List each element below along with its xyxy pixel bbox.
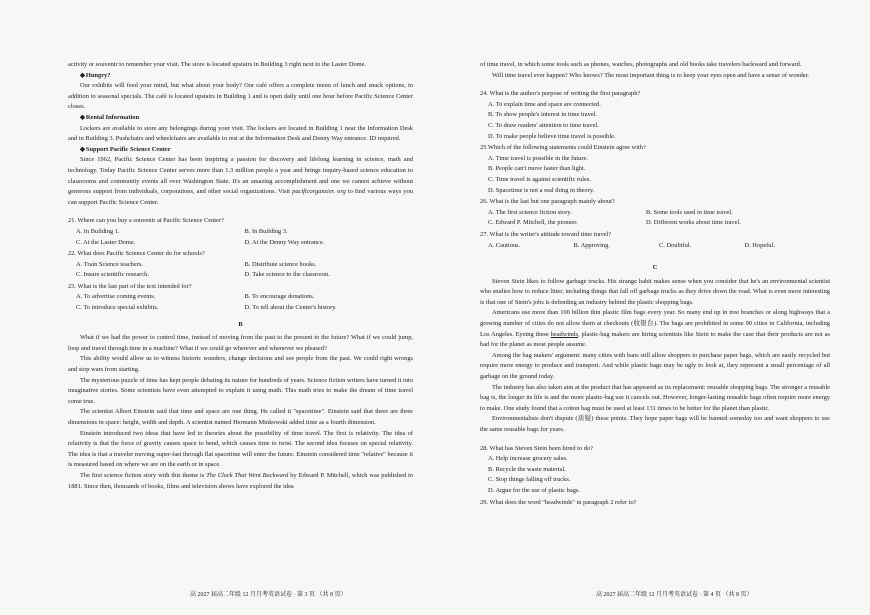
option: C. At the Laster Dome. bbox=[76, 238, 136, 246]
question-21: 21. Where can you buy a souvenir at Pacific Science Center? bbox=[68, 217, 224, 225]
option: B. Recycle the waste material. bbox=[488, 465, 566, 473]
paragraph: Environmentalists don't dispute (质疑) these points. They hope paper bags will be banned someday too and want shoppers to use the same reusable bags for years. bbox=[480, 415, 830, 433]
question-26: 26. What is the last but one paragraph mainly about? bbox=[480, 198, 615, 206]
paragraph bbox=[68, 471, 413, 492]
option: D. Different works about time travel. bbox=[646, 219, 741, 227]
question-27: 27. What is the writer's attitude toward time travel? bbox=[480, 230, 612, 238]
paragraph: What if we had the power to control time, instead of moving from the past to the present to the future? What if we could jump, loop and travel through time in a machine? What if we could go wherever and whenever we pleased? bbox=[68, 334, 413, 352]
section-c-title: C bbox=[652, 264, 658, 272]
question-25: 25 Which of the following statements could Einstein agree with? bbox=[480, 144, 646, 152]
paragraph: activity or souvenir to remember your visit. The store is located upstairs in Building 3 right next to the Laster Dome. bbox=[68, 61, 367, 68]
option: A. In Building 1. bbox=[76, 227, 120, 235]
section-heading-support: ◆ Support Pacific Science Center bbox=[68, 145, 413, 156]
section-heading-rental: ◆ Rental Information bbox=[68, 113, 413, 124]
text: , plastic-bag makers are hiring scientists like Stein to make the case that their products are not as bad for the planet as most people assume. bbox=[480, 330, 830, 349]
text: Americans use more than 100 billion thin plastic film bags every year. So many end up in tree branches or along highways that a growing number of cities do not allow them at checkouts (收银台). The bags are prohibited in some 90 cities in California, including Los Angeles. Eyeing these bbox=[480, 309, 830, 338]
paragraph: Will time travel ever happen? Who knows? The most important thing is to keep your eyes open and have a sense of wonder. bbox=[492, 71, 809, 79]
option: B. In Building 3. bbox=[244, 227, 288, 235]
text: by Edward P. Mitchell, which was published in 1881. Since then, thousands of books, films and television shows have explored the idea bbox=[68, 471, 413, 490]
option: C. Insure scientific research. bbox=[76, 271, 149, 279]
option: D. Hopeful. bbox=[744, 241, 775, 249]
option: A. Time travel is possible in the future. bbox=[488, 154, 588, 162]
question-24: 24. What is the author's purpose of writing the first paragraph? bbox=[480, 90, 641, 98]
page-footer-left: 高 2027 届高二年级 12 月月考英语试卷 · 第 3 页 （共 8 页） bbox=[190, 592, 347, 598]
option: B. Approving. bbox=[573, 241, 610, 249]
question-22: 22. What does Pacific Science Center do for schools? bbox=[68, 250, 205, 258]
question-27-options bbox=[480, 241, 830, 252]
text: The first science fiction story with this theme is bbox=[80, 471, 207, 479]
option: B. To show people's interest in time travel. bbox=[488, 111, 598, 119]
paragraph: of time travel, in which some tools such as phones, watches, photographs and old books take travelers backward and forward. bbox=[480, 61, 802, 68]
option: C. To introduce special exhibits. bbox=[76, 304, 159, 312]
book-title: The Clock That Went Backward bbox=[206, 471, 289, 479]
paragraph: The mysterious puzzle of time has kept people debating its nature for hundreds of years. Science fiction writers have turned it into imaginative stories. Some scientists have even attempted to explain it using math. This math tries to make the dream of time travel come true. bbox=[68, 376, 413, 405]
option: D. Argue for the use of plastic bags. bbox=[488, 486, 580, 494]
page-3-column bbox=[68, 60, 413, 492]
question-29: 29. What does the word "headwinds" in paragraph 2 refer to? bbox=[480, 498, 637, 506]
section-heading-hungry: ◆ Hungry? bbox=[68, 71, 413, 82]
option: C. To draw readers' attention to time travel. bbox=[488, 121, 599, 129]
option: C. Edward P. Mitchell, the pioneer. bbox=[488, 219, 578, 227]
page-footer-right: 高 2027 届高二年级 12 月月考英语试卷 · 第 4 页 （共 8 页） bbox=[596, 592, 753, 598]
text: to find various ways you can support Pacific Science Center. bbox=[68, 188, 413, 206]
paragraph: Lockers are available to store any belongings during your visit. The lockers are located in Building 1 near the Information Desk and in Building 3. Pushchairs and wheelchairs are available to rest at the Information Desk and Denny Way entrance. ID required. bbox=[68, 124, 413, 143]
paragraph bbox=[68, 155, 413, 208]
option: A. The first science fiction story. bbox=[488, 208, 572, 216]
paragraph: Our exhibits will feed your mind, but what about your body? Our café offers a complete menu of lunch and snack options, in addition to seasonal specials. The café is located upstairs in Building 1 and is open daily until one hour before Pacific Science Center closes. bbox=[68, 82, 413, 111]
question-28: 28. What has Steven Stein been hired to do? bbox=[480, 444, 593, 452]
option: A. To advertise coming events. bbox=[76, 293, 156, 301]
question-23: 23. What is the last part of the text intended for? bbox=[68, 282, 192, 290]
option: D. Spacetime is not a real thing in theory. bbox=[488, 186, 595, 194]
paragraph: The scientist Albert Einstein said that time and space are one thing. He called it "spacetime". Einstein said that there are three dimensions in space: height, width and depth. A scientist named Hermann Minkowski added time as a fourth dimension. bbox=[68, 408, 413, 426]
option: C. Doubtful. bbox=[659, 241, 692, 249]
option: D. To make people believe time travel is possible. bbox=[488, 132, 616, 140]
paragraph: Einstein introduced two ideas that have led to theories about the possibility of time travel. The first is relativity. The idea of relativity is that the force of gravity causes space to bend, which causes time to twist. The second idea focuses on special relativity. The idea is that a traveler moving super-fast through flat spacetime will enter the future. Einstein considered time "relative" because it is measured based on where we are on the earth or in space. bbox=[68, 429, 413, 469]
option: B. Distribute science books. bbox=[244, 260, 317, 268]
option: A. Cautious. bbox=[488, 241, 521, 249]
option: A. Help increase grocery sales. bbox=[488, 455, 568, 463]
question-23-options bbox=[68, 292, 413, 313]
page-4-column bbox=[480, 60, 830, 508]
option: B. People can't move faster than light. bbox=[488, 165, 586, 173]
option: A. Train Science teachers. bbox=[76, 260, 143, 268]
option: D. To tell about the Center's history. bbox=[244, 304, 337, 312]
paragraph: The industry has also taken aim at the product that has appeared as its replacement: reusable shopping bags. The stronger a reusable bag is, the longer its life is and the more plastic-bag use it cancels out. However, longer-lasting reusable bags often require more energy to make. One study found that a cotton bag must be used at least 131 times to be better for the planet than plastic. bbox=[480, 383, 830, 412]
paragraph: This ability would allow us to witness historic wonders, change decisions and see people from the past. We could right wrongs and stop wars from starting. bbox=[68, 355, 413, 374]
paragraph bbox=[480, 308, 830, 350]
option: B. To encourage donations. bbox=[244, 293, 315, 301]
question-22-options bbox=[68, 260, 413, 281]
option: A. To explain time and space are connected. bbox=[488, 100, 601, 108]
paragraph: Steven Stein likes to follow garbage trucks. His strange habit makes sense when you consider that he's an environmental scientist who studies how to reduce litter, including things that fall off garbage trucks as they drive down the road. What is even more interesting is that one of Stein's jobs is defending an industry behind the plastic shopping bags. bbox=[480, 277, 830, 306]
option: D. At the Denny Way entrance. bbox=[244, 238, 325, 246]
paragraph: Among the bag makers' argument: many cities with bans still allow shoppers to purchase paper bags, which are easily recycled but require more energy to produce and transport. And while plastic bags may be ugly to look at, they represent a small percentage of all garbage on the ground today. bbox=[480, 351, 830, 381]
question-21-options bbox=[68, 227, 413, 248]
text: Since 1962, Pacific Science Center has been inspiring a passion for discovery and lifelong learning in science, math and technology. Today Pacific Science Center serves more than 1.3 million people a year and brings inquiry-based science education to classrooms and community events all over Washington State. It's an amazing accomplishment and one we cannot achieve without generous support from individuals, corporations, and other social organizations. Visit bbox=[68, 156, 413, 196]
option: C. Stop things falling off trucks. bbox=[488, 476, 571, 484]
option: C. Time travel is against scientific rules. bbox=[488, 175, 591, 183]
option: D. Take science to the classroom. bbox=[244, 271, 331, 279]
question-26-options bbox=[480, 208, 830, 229]
underlined-word: headwinds bbox=[550, 330, 578, 338]
website-text: pacificorganzier. org bbox=[292, 188, 346, 196]
option: B. Some tools used in time travel. bbox=[646, 208, 733, 216]
section-b-title: B bbox=[238, 320, 243, 328]
